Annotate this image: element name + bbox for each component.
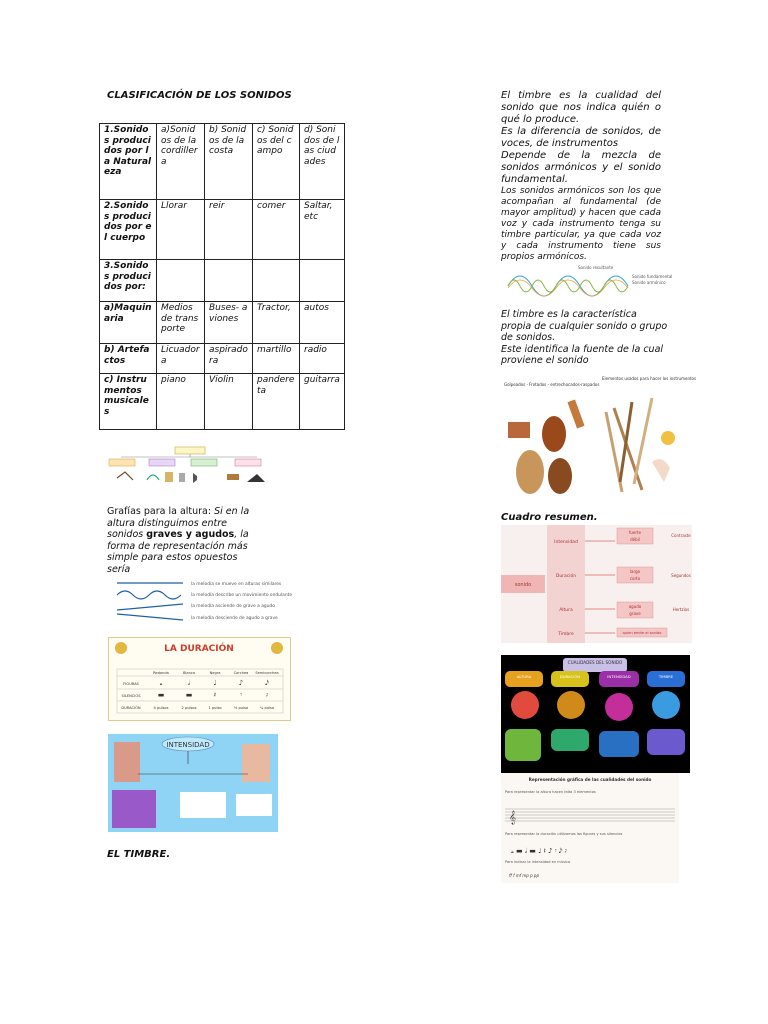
intensidad-title: INTENSIDAD	[166, 741, 210, 749]
table-cell: Tractor,	[253, 302, 300, 344]
table-row	[100, 124, 345, 200]
duracion-cell: ¼ pulso	[259, 706, 275, 710]
duracion-cell: 𝅝	[159, 679, 163, 687]
duracion-cell: ▬	[157, 691, 165, 699]
timbre-text2-line-2: Este identifica la fuente de la cual proviene el sonido	[501, 343, 664, 366]
wave-label-3: Sonido armónico	[632, 280, 666, 285]
table-cell	[157, 260, 205, 302]
table-row	[100, 260, 345, 302]
table-cell: martillo	[253, 344, 300, 374]
cualidades-figure	[501, 655, 690, 773]
table-cell: autos	[300, 302, 345, 344]
leaf-corto: corto	[629, 576, 641, 581]
duracion-cell: 𝄾	[240, 691, 242, 699]
table-cell	[253, 260, 300, 302]
grafias-line-1: la melodía se mueve en alturas similares	[191, 582, 282, 587]
right-hertzios: Hertzios	[672, 607, 690, 612]
table-cell: Licuadora	[157, 344, 205, 374]
leaf-grave: grave	[629, 611, 641, 616]
duracion-cell: 𝄿	[265, 691, 269, 699]
leaf-largo: largo	[629, 569, 641, 574]
representacion-line-3: Para indicar la intensidad en música	[505, 860, 571, 864]
cualidad-intensidad: INTENSIDAD	[607, 674, 631, 679]
table-row-header: b) Artefactos	[100, 344, 157, 374]
duracion-cell: 4 pulsos	[153, 706, 169, 710]
duracion-cell: 2 pulsos	[181, 706, 197, 710]
table-cell: Medios de transporte	[157, 302, 205, 344]
resumen-diagram	[501, 525, 692, 643]
sound-classification-diagram	[107, 446, 272, 494]
representacion-line-1: Para representar la altura hacen falta 3 elementos	[505, 790, 596, 794]
timbre-line-1: El timbre es la cualidad del sonido que nos indica quién o qué lo produce.	[501, 90, 661, 125]
page-title: CLASIFICACIÓN DE LOS SONIDOS	[107, 90, 292, 101]
timbre-text-2	[501, 309, 669, 367]
table-cell: aspiradora	[205, 344, 253, 374]
grafias-figure	[113, 578, 303, 624]
grafias-italic: Si en la altura distinguimos entre sonidos	[107, 506, 250, 540]
svg-text:𝅝 ▬ 𝅗𝅥 ▬ ♩ 𝄽 ♪ 𝄾 𝅘𝅥𝅯 �: 𝅝 ▬ 𝅗𝅥 ▬ ♩ 𝄽 ♪ 𝄾 𝅘𝅥𝅯 𝄿	[511, 847, 567, 855]
duracion-cell: ▬	[185, 691, 193, 699]
table-row	[100, 374, 345, 430]
table-row	[100, 344, 345, 374]
instruments-figure	[502, 372, 697, 500]
cualidades-title: CUALIDADES DEL SONIDO	[567, 660, 623, 665]
table-row-header: 1.Sonidos producidos por la Naturaleza	[100, 124, 157, 200]
cualidad-timbre: TIMBRE	[658, 674, 674, 679]
table-cell: d) Sonidos de las ciudades	[300, 124, 345, 200]
table-row-header: a)Maquinaria	[100, 302, 157, 344]
table-row-header: 3.Sonidos producidos por:	[100, 260, 157, 302]
grafias-text	[107, 506, 257, 575]
instr-label-2: Elementos usados para hacer los instrumentos	[602, 376, 697, 381]
duracion-cell: 𝅗𝅥	[187, 679, 191, 687]
duracion-cell: ½ pulso	[233, 706, 249, 710]
timbre-text2-line-1: El timbre es la característica propia de cualquier sonido o grupo de sonidos.	[501, 309, 668, 343]
table-cell: piano	[157, 374, 205, 430]
branch-timbre: Timbre	[558, 632, 574, 637]
duracion-header: Redonda	[153, 671, 169, 675]
grafias-bold: graves y agudos	[146, 529, 235, 540]
wave-label-1: Sonido resultante	[578, 265, 614, 270]
table-cell	[205, 260, 253, 302]
duracion-figure	[108, 637, 291, 721]
right-segundos: Segundos	[671, 573, 691, 578]
duracion-cell: ♪	[238, 679, 244, 687]
classification-table	[99, 123, 345, 430]
grafias-lead: Grafías para la altura:	[107, 506, 215, 517]
intensidad-figure	[108, 734, 278, 832]
table-cell: Saltar, etc	[300, 200, 345, 260]
cuadro-heading: Cuadro resumen.	[501, 512, 598, 523]
svg-text:ff f mf mp p pp: ff f mf mp p pp	[509, 873, 540, 878]
table-row-header: c) Instrumentos musicales	[100, 374, 157, 430]
timbre-line-4: Los sonidos armónicos son los que acompañan al fundamental (de mayor amplitud) y hacen que cada voz y cada instrumento tenga su timbre particular, ya que cada voz y cada instrumento tiene sus propios armónicos.	[501, 186, 661, 262]
duracion-cell: 𝄽	[213, 691, 217, 699]
table-cell: Buses- aviones	[205, 302, 253, 344]
table-cell	[300, 260, 345, 302]
duracion-header: Negra	[209, 671, 221, 675]
table-row	[100, 200, 345, 260]
branch-duracion: Duración	[555, 574, 577, 579]
cualidad-altura: ALTURA	[516, 674, 532, 679]
leaf-agudo: agudo	[628, 604, 642, 609]
grafias-line-2: la melodía describe un movimiento ondulante	[191, 593, 293, 598]
duracion-cell: FIGURAS	[123, 682, 139, 686]
table-cell: Llorar	[157, 200, 205, 260]
grafias-line-4: la melodía desciende de agudo a grave	[191, 616, 278, 621]
duracion-title: LA DURACIÓN	[164, 644, 234, 654]
table-row-header: 2.Sonidos producidos por el cuerpo	[100, 200, 157, 260]
representacion-title: Representación gráfica de las cualidades del sonido	[528, 777, 652, 782]
timbre-line-2: Es la diferencia de sonidos, de voces, de instrumentos	[501, 126, 661, 149]
table-row	[100, 302, 345, 344]
duracion-header: Blanca	[182, 671, 196, 675]
timbre-heading: EL TIMBRE.	[107, 849, 171, 860]
wave-label-2: Sonido fundamental	[632, 274, 673, 279]
cualidad-duracion: DURACIÓN	[559, 674, 581, 679]
duracion-header: Semicorchea	[255, 671, 279, 675]
timbre-line-3: Depende de la mezcla de sonidos armónicos y el sonido fundamental.	[501, 150, 661, 185]
table-cell: Violin	[205, 374, 253, 430]
duracion-header: Corchea	[233, 671, 249, 675]
right-contraste: Contraste	[671, 533, 691, 538]
wave-figure	[506, 262, 678, 306]
table-cell: c) Sonidos del campo	[253, 124, 300, 200]
branch-altura: Altura	[559, 608, 573, 613]
leaf-debil: débil	[630, 537, 640, 542]
duracion-cell: DURACIÓN	[121, 706, 141, 710]
grafias-rest: , la forma de representación más simple para estos opuestos sería	[107, 529, 249, 575]
duracion-cell: SILENCIOS	[121, 694, 141, 698]
representacion-line-2: Para representar la duración utilizamos las figuras y sus silencios	[505, 832, 623, 836]
instr-label-1: Golpeados - Frotados - entrechocados-raspados	[504, 382, 600, 387]
table-cell: radio	[300, 344, 345, 374]
table-cell: pandereta	[253, 374, 300, 430]
table-cell: comer	[253, 200, 300, 260]
leaf-quien: quien emite el sonido	[622, 631, 662, 635]
table-cell: a)Sonidos de la cordillera	[157, 124, 205, 200]
table-cell: reir	[205, 200, 253, 260]
svg-text:𝄞: 𝄞	[509, 810, 517, 824]
resumen-root: sonido	[514, 582, 532, 588]
branch-intensidad: Intensidad	[554, 540, 578, 545]
timbre-text	[501, 90, 661, 263]
duracion-cell: 1 pulso	[208, 706, 222, 710]
table-cell: guitarra	[300, 374, 345, 430]
leaf-fuerte: fuerte	[628, 530, 642, 535]
table-cell: b) Sonidos de la costa	[205, 124, 253, 200]
grafias-line-3: la melodía asciende de grave a agudo	[191, 604, 275, 609]
representacion-figure	[501, 773, 679, 883]
duracion-cell: ♩	[213, 679, 217, 687]
duracion-cell: 𝅘𝅥𝅯	[265, 679, 269, 687]
